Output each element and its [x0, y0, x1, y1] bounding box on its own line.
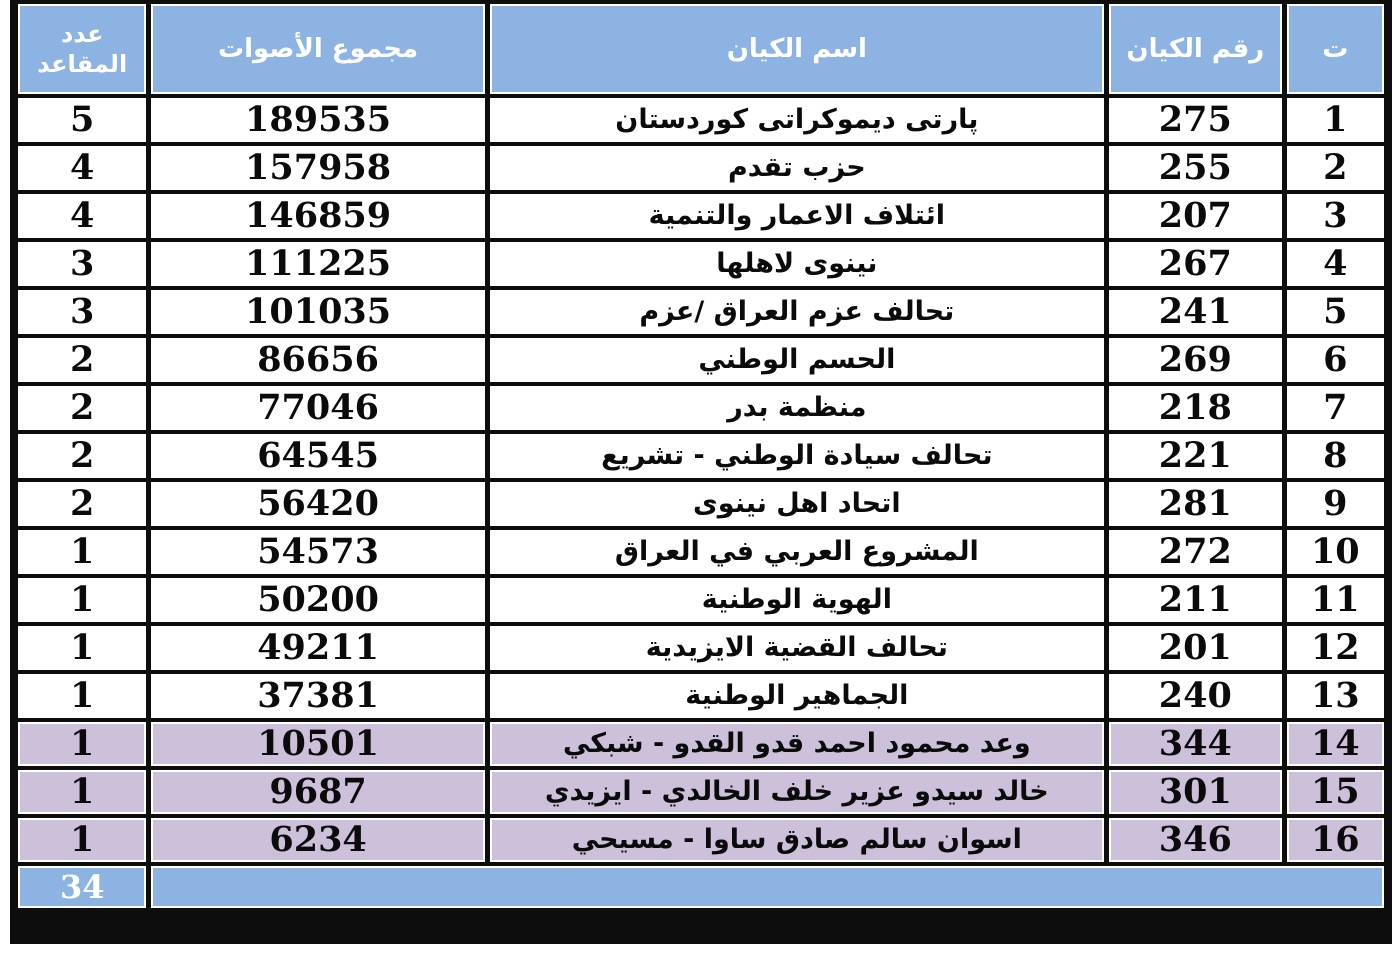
votes-cell: 157958 [151, 146, 484, 190]
seats-cell: 2 [18, 338, 146, 382]
seats-cell: 2 [18, 482, 146, 526]
entity-number-cell: 301 [1109, 770, 1282, 814]
entity-name-cell: المشروع العربي في العراق [490, 530, 1104, 574]
entity-name-cell: اسوان سالم صادق ساوا - مسيحي [490, 818, 1104, 862]
entity-number-cell: 344 [1109, 722, 1282, 766]
votes-cell: 189535 [151, 98, 484, 142]
index-cell: 15 [1287, 770, 1384, 814]
index-cell: 8 [1287, 434, 1384, 478]
entity-name-cell: منظمة بدر [490, 386, 1104, 430]
header-entity-name: اسم الكيان [490, 4, 1104, 94]
seats-cell: 1 [18, 818, 146, 862]
entity-name-cell: اتحاد اهل نينوى [490, 482, 1104, 526]
entity-name-cell: تحالف سيادة الوطني - تشريع [490, 434, 1104, 478]
header-seats-line1: عدد [60, 20, 104, 48]
entity-number-cell: 211 [1109, 578, 1282, 622]
votes-cell: 49211 [151, 626, 484, 670]
index-cell: 10 [1287, 530, 1384, 574]
entity-number-cell: 272 [1109, 530, 1282, 574]
seats-cell: 1 [18, 770, 146, 814]
votes-cell: 6234 [151, 818, 484, 862]
table-row [18, 386, 1384, 430]
votes-cell: 111225 [151, 242, 484, 286]
entity-name-cell: الحسم الوطني [490, 338, 1104, 382]
table-row [18, 434, 1384, 478]
votes-cell: 86656 [151, 338, 484, 382]
entity-number-cell: 221 [1109, 434, 1282, 478]
table-row [18, 722, 1384, 766]
index-cell: 16 [1287, 818, 1384, 862]
table-row [18, 482, 1384, 526]
votes-cell: 146859 [151, 194, 484, 238]
table-row [18, 770, 1384, 814]
entity-name-cell: پارتی ديموكراتی كوردستان [490, 98, 1104, 142]
table-row [18, 194, 1384, 238]
seats-cell: 4 [18, 194, 146, 238]
header-index: ت [1287, 4, 1384, 94]
votes-cell: 50200 [151, 578, 484, 622]
entity-name-cell: الجماهير الوطنية [490, 674, 1104, 718]
entity-number-cell: 275 [1109, 98, 1282, 142]
seats-cell: 2 [18, 386, 146, 430]
entity-number-cell: 267 [1109, 242, 1282, 286]
header-entity-number: رقم الكيان [1109, 4, 1282, 94]
seats-cell: 1 [18, 674, 146, 718]
seats-cell: 5 [18, 98, 146, 142]
entity-number-cell: 269 [1109, 338, 1282, 382]
table-row [18, 626, 1384, 670]
index-cell: 13 [1287, 674, 1384, 718]
index-cell: 4 [1287, 242, 1384, 286]
entity-name-cell: تحالف عزم العراق /عزم [490, 290, 1104, 334]
header-row [18, 4, 1384, 94]
table-row [18, 98, 1384, 142]
votes-cell: 101035 [151, 290, 484, 334]
index-cell: 11 [1287, 578, 1384, 622]
index-cell: 6 [1287, 338, 1384, 382]
votes-cell: 54573 [151, 530, 484, 574]
seats-cell: 3 [18, 290, 146, 334]
entity-name-cell: تحالف القضية الايزيدية [490, 626, 1104, 670]
entity-number-cell: 201 [1109, 626, 1282, 670]
header-seats [18, 4, 146, 94]
seats-cell: 3 [18, 242, 146, 286]
seats-cell: 4 [18, 146, 146, 190]
total-row [18, 866, 1384, 908]
seats-cell: 1 [18, 722, 146, 766]
entity-number-cell: 218 [1109, 386, 1282, 430]
votes-cell: 77046 [151, 386, 484, 430]
entity-name-cell: نينوى لاهلها [490, 242, 1104, 286]
seats-cell: 1 [18, 626, 146, 670]
votes-cell: 10501 [151, 722, 484, 766]
entity-number-cell: 240 [1109, 674, 1282, 718]
entity-number-cell: 207 [1109, 194, 1282, 238]
entity-name-cell: وعد محمود احمد قدو القدو - شبكي [490, 722, 1104, 766]
total-seats: 34 [18, 866, 146, 908]
table-row [18, 578, 1384, 622]
total-row-filler [151, 866, 1384, 908]
votes-cell: 9687 [151, 770, 484, 814]
index-cell: 5 [1287, 290, 1384, 334]
table-row [18, 674, 1384, 718]
table-row [18, 146, 1384, 190]
seats-cell: 1 [18, 578, 146, 622]
election-results-table [13, 0, 1389, 912]
table-row [18, 290, 1384, 334]
table-row [18, 818, 1384, 862]
votes-cell: 37381 [151, 674, 484, 718]
header-seats-line2: المقاعد [37, 50, 128, 78]
index-cell: 9 [1287, 482, 1384, 526]
table-row [18, 242, 1384, 286]
votes-cell: 56420 [151, 482, 484, 526]
index-cell: 2 [1287, 146, 1384, 190]
entity-number-cell: 255 [1109, 146, 1282, 190]
entity-name-cell: خالد سيدو عزير خلف الخالدي - ايزيدي [490, 770, 1104, 814]
entity-number-cell: 281 [1109, 482, 1282, 526]
index-cell: 7 [1287, 386, 1384, 430]
index-cell: 14 [1287, 722, 1384, 766]
index-cell: 3 [1287, 194, 1384, 238]
header-votes: مجموع الأصوات [151, 4, 484, 94]
table-row [18, 530, 1384, 574]
entity-name-cell: حزب تقدم [490, 146, 1104, 190]
index-cell: 12 [1287, 626, 1384, 670]
table-body [18, 98, 1384, 862]
entity-name-cell: الهوية الوطنية [490, 578, 1104, 622]
entity-name-cell: ائتلاف الاعمار والتنمية [490, 194, 1104, 238]
entity-number-cell: 346 [1109, 818, 1282, 862]
index-cell: 1 [1287, 98, 1384, 142]
table-row [18, 338, 1384, 382]
seats-cell: 1 [18, 530, 146, 574]
votes-cell: 64545 [151, 434, 484, 478]
seats-cell: 2 [18, 434, 146, 478]
entity-number-cell: 241 [1109, 290, 1282, 334]
